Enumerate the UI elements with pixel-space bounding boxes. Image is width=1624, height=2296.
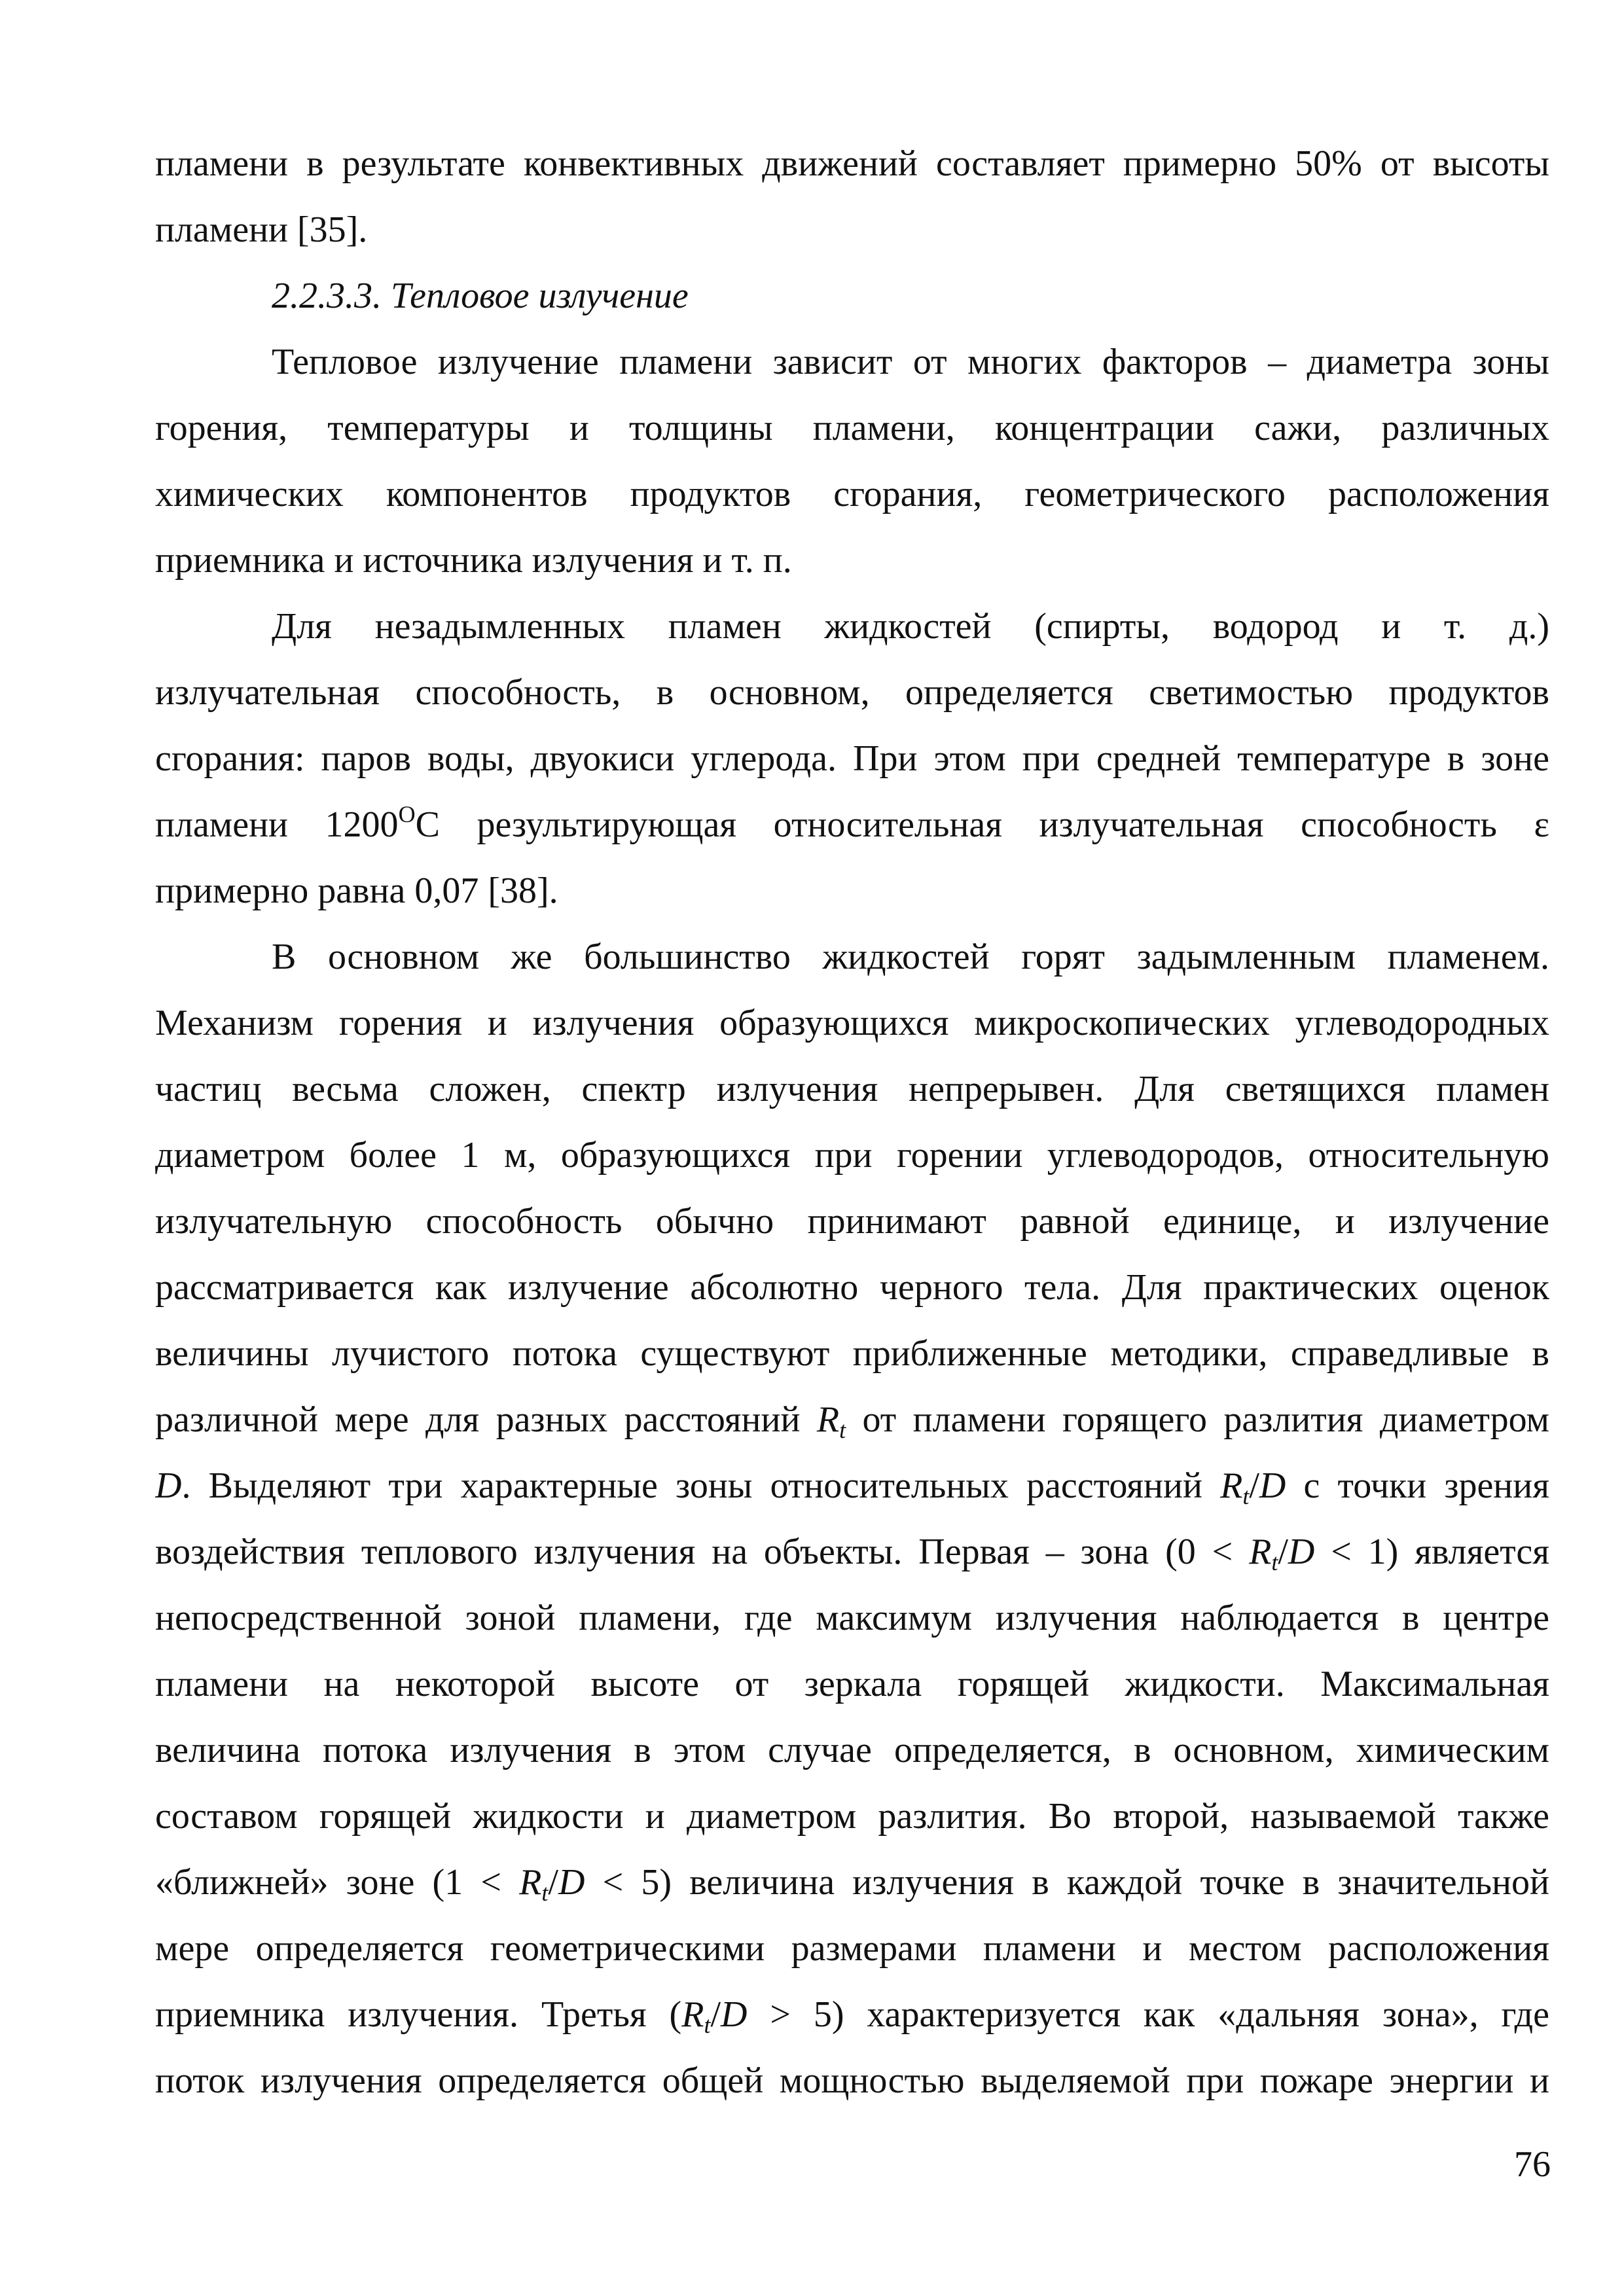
text-line: Для незадымленных пламен жидкостей (спирты, водород и т. д.)	[272, 606, 1549, 647]
text-line: «ближней» зоне $(1 < R_t/D < 5)$ величина излучения в каждой точке в значительной	[155, 1862, 1549, 1906]
text-line: величины лучистого потока существуют приближенные методики, справедливые в	[155, 1333, 1549, 1374]
text-line: сгорания: паров воды, двуокиси углерода. При этом при средней температуре в зоне	[155, 738, 1549, 779]
text-line: Механизм горения и излучения образующихся микроскопических углеводородных	[155, 1003, 1549, 1043]
page-number: 76	[1514, 2144, 1551, 2185]
text-line: рассматривается как излучение абсолютно черного тела. Для практических оценок	[155, 1267, 1549, 1308]
section-heading: 2.2.3.3. Тепловое излучение	[272, 276, 689, 316]
text-line: В основном же большинство жидкостей горят задымленным пламенем.	[272, 937, 1549, 977]
text-line: мере определяется геометрическими размерами пламени и местом расположения	[155, 1928, 1549, 1969]
text-line: пламени $1200^OС$ результирующая относительная излучательная способность ε	[155, 801, 1549, 845]
text-line: пламени [35].	[155, 209, 368, 250]
body-text	[155, 131, 1549, 2114]
text-line: воздействия теплового излучения на объекты. Первая – зона $(0 < R_t/D < 1)$ является	[155, 1532, 1549, 1575]
text-line: величина потока излучения в этом случае определяется, в основном, химическим	[155, 1730, 1549, 1770]
text-line: Тепловое излучение пламени зависит от многих факторов – диаметра зоны	[272, 342, 1549, 382]
text-line: диаметром более 1 м, образующихся при горении углеводородов, относительную	[155, 1135, 1549, 1175]
text-line: горения, температуры и толщины пламени, концентрации сажи, различных	[155, 408, 1549, 448]
text-line: составом горящей жидкости и диаметром разлития. Во второй, называемой также	[155, 1796, 1549, 1837]
text-line: приемника излучения. Третья $(R_t/D > 5)$ характеризуется как «дальняя зона», где	[155, 1994, 1549, 2038]
text-line: поток излучения определяется общей мощностью выделяемой при пожаре энергии и	[155, 2060, 1549, 2101]
text-line: пламени на некоторой высоте от зеркала горящей жидкости. Максимальная	[155, 1664, 1549, 1704]
text-line: различной мере для разных расстояний $R_t$ от пламени горящего разлития диаметром	[155, 1399, 1549, 1443]
text-line: D. Выделяют три характерные зоны относительных расстояний $R_t/D$ с точки зрения	[155, 1465, 1549, 1509]
text-line: химических компонентов продуктов сгорания, геометрического расположения	[155, 474, 1549, 514]
text-line: излучательную способность обычно принимают равной единице, и излучение	[155, 1201, 1549, 1242]
text-line: пламени в результате конвективных движений составляет примерно 50% от высоты	[155, 143, 1549, 184]
text-line: частиц весьма сложен, спектр излучения непрерывен. Для светящихся пламен	[155, 1069, 1549, 1109]
text-line: приемника и источника излучения и т. п.	[155, 540, 792, 581]
text-line: примерно равна 0,07 [38].	[155, 870, 558, 911]
text-line: непосредственной зоной пламени, где максимум излучения наблюдается в центре	[155, 1598, 1549, 1638]
text-line: излучательная способность, в основном, определяется светимостью продуктов	[155, 672, 1549, 713]
